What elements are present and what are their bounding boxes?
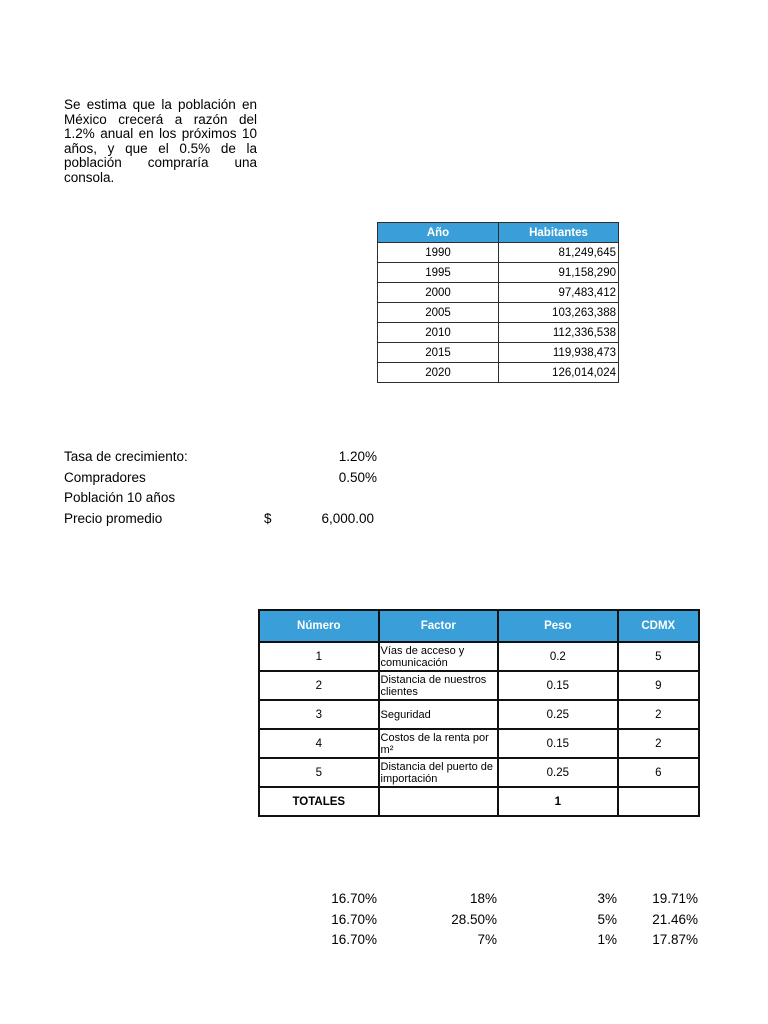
factor-cell: Distancia del puerto de importación: [379, 758, 499, 787]
table-row: [259, 671, 699, 700]
price-currency-symbol: $: [264, 511, 272, 526]
table-row: [378, 323, 619, 343]
weight-cell: 0.2: [498, 642, 618, 671]
table-row: [378, 243, 619, 263]
number-cell: 2: [259, 671, 379, 700]
cdmx-cell: 5: [618, 642, 699, 671]
percent-cell: 17.87%: [652, 932, 698, 947]
weight-cell: 0.25: [498, 758, 618, 787]
table-row: [378, 283, 619, 303]
factor-cell: Costos de la renta por m²: [379, 729, 499, 758]
factor-table: [258, 609, 700, 817]
percent-cell: 16.70%: [331, 891, 377, 906]
inhabitants-cell: 81,249,645: [499, 243, 619, 263]
inhabitants-cell: 126,014,024: [499, 363, 619, 383]
table-row: [259, 642, 699, 671]
buyers-value: 0.50%: [338, 470, 377, 485]
year-cell: 1990: [378, 243, 499, 263]
cdmx-cell: 2: [618, 700, 699, 729]
intro-paragraph: Se estima que la población en México crecerá a razón del 1.2% anual en los próximos 10 años, y que el 0.5% de la población compraría una consola.: [64, 97, 257, 185]
year-cell: 2010: [378, 323, 499, 343]
inhabitants-cell: 97,483,412: [499, 283, 619, 303]
totals-cdmx-cell: [618, 787, 699, 816]
totals-weight: 1: [498, 787, 618, 816]
number-cell: 1: [259, 642, 379, 671]
factor-cell: Seguridad: [379, 700, 499, 729]
year-cell: 2005: [378, 303, 499, 323]
totals-row: [259, 787, 699, 816]
header-weight: Peso: [498, 610, 618, 642]
table-row: [378, 343, 619, 363]
percent-cell: 18%: [469, 891, 497, 906]
number-cell: 5: [259, 758, 379, 787]
totals-factor-cell: [379, 787, 499, 816]
buyers-label: Compradores: [64, 470, 146, 485]
percent-cell: 21.46%: [652, 912, 698, 927]
percent-cell: 16.70%: [331, 932, 377, 947]
table-row: [259, 758, 699, 787]
weight-cell: 0.15: [498, 729, 618, 758]
table-row: [378, 303, 619, 323]
weight-cell: 0.25: [498, 700, 618, 729]
percent-cell: 3%: [597, 891, 617, 906]
table-row: [378, 363, 619, 383]
percent-cell: 16.70%: [331, 912, 377, 927]
percent-cell: 5%: [597, 912, 617, 927]
table-row: [259, 700, 699, 729]
header-year: Año: [378, 223, 499, 243]
growth-rate-label: Tasa de crecimiento:: [64, 449, 188, 464]
cdmx-cell: 6: [618, 758, 699, 787]
inhabitants-cell: 103,263,388: [499, 303, 619, 323]
table-row: [259, 729, 699, 758]
header-inhabitants: Habitantes: [499, 223, 619, 243]
header-number: Número: [259, 610, 379, 642]
cdmx-cell: 9: [618, 671, 699, 700]
average-price-label: Precio promedio: [64, 511, 163, 526]
weight-cell: 0.15: [498, 671, 618, 700]
header-factor: Factor: [379, 610, 499, 642]
growth-rate-value: 1.20%: [338, 449, 377, 464]
inhabitants-cell: 119,938,473: [499, 343, 619, 363]
cdmx-cell: 2: [618, 729, 699, 758]
factor-table-header: [259, 610, 699, 642]
inhabitants-cell: 112,336,538: [499, 323, 619, 343]
year-cell: 1995: [378, 263, 499, 283]
number-cell: 4: [259, 729, 379, 758]
percent-cell: 19.71%: [652, 891, 698, 906]
inhabitants-cell: 91,158,290: [499, 263, 619, 283]
year-cell: 2015: [378, 343, 499, 363]
percent-cell: 1%: [597, 932, 617, 947]
percent-cell: 7%: [477, 932, 497, 947]
year-cell: 2000: [378, 283, 499, 303]
factor-cell: Vías de acceso y comunicación: [379, 642, 499, 671]
number-cell: 3: [259, 700, 379, 729]
percent-cell: 28.50%: [451, 912, 497, 927]
population-table: [377, 222, 619, 383]
year-cell: 2020: [378, 363, 499, 383]
population-table-header: [378, 223, 619, 243]
header-cdmx: CDMX: [618, 610, 699, 642]
population-10-years-label: Población 10 años: [64, 490, 176, 505]
average-price-value: 6,000.00: [321, 511, 374, 526]
factor-cell: Distancia de nuestros clientes: [379, 671, 499, 700]
totals-label: TOTALES: [259, 787, 379, 816]
table-row: [378, 263, 619, 283]
